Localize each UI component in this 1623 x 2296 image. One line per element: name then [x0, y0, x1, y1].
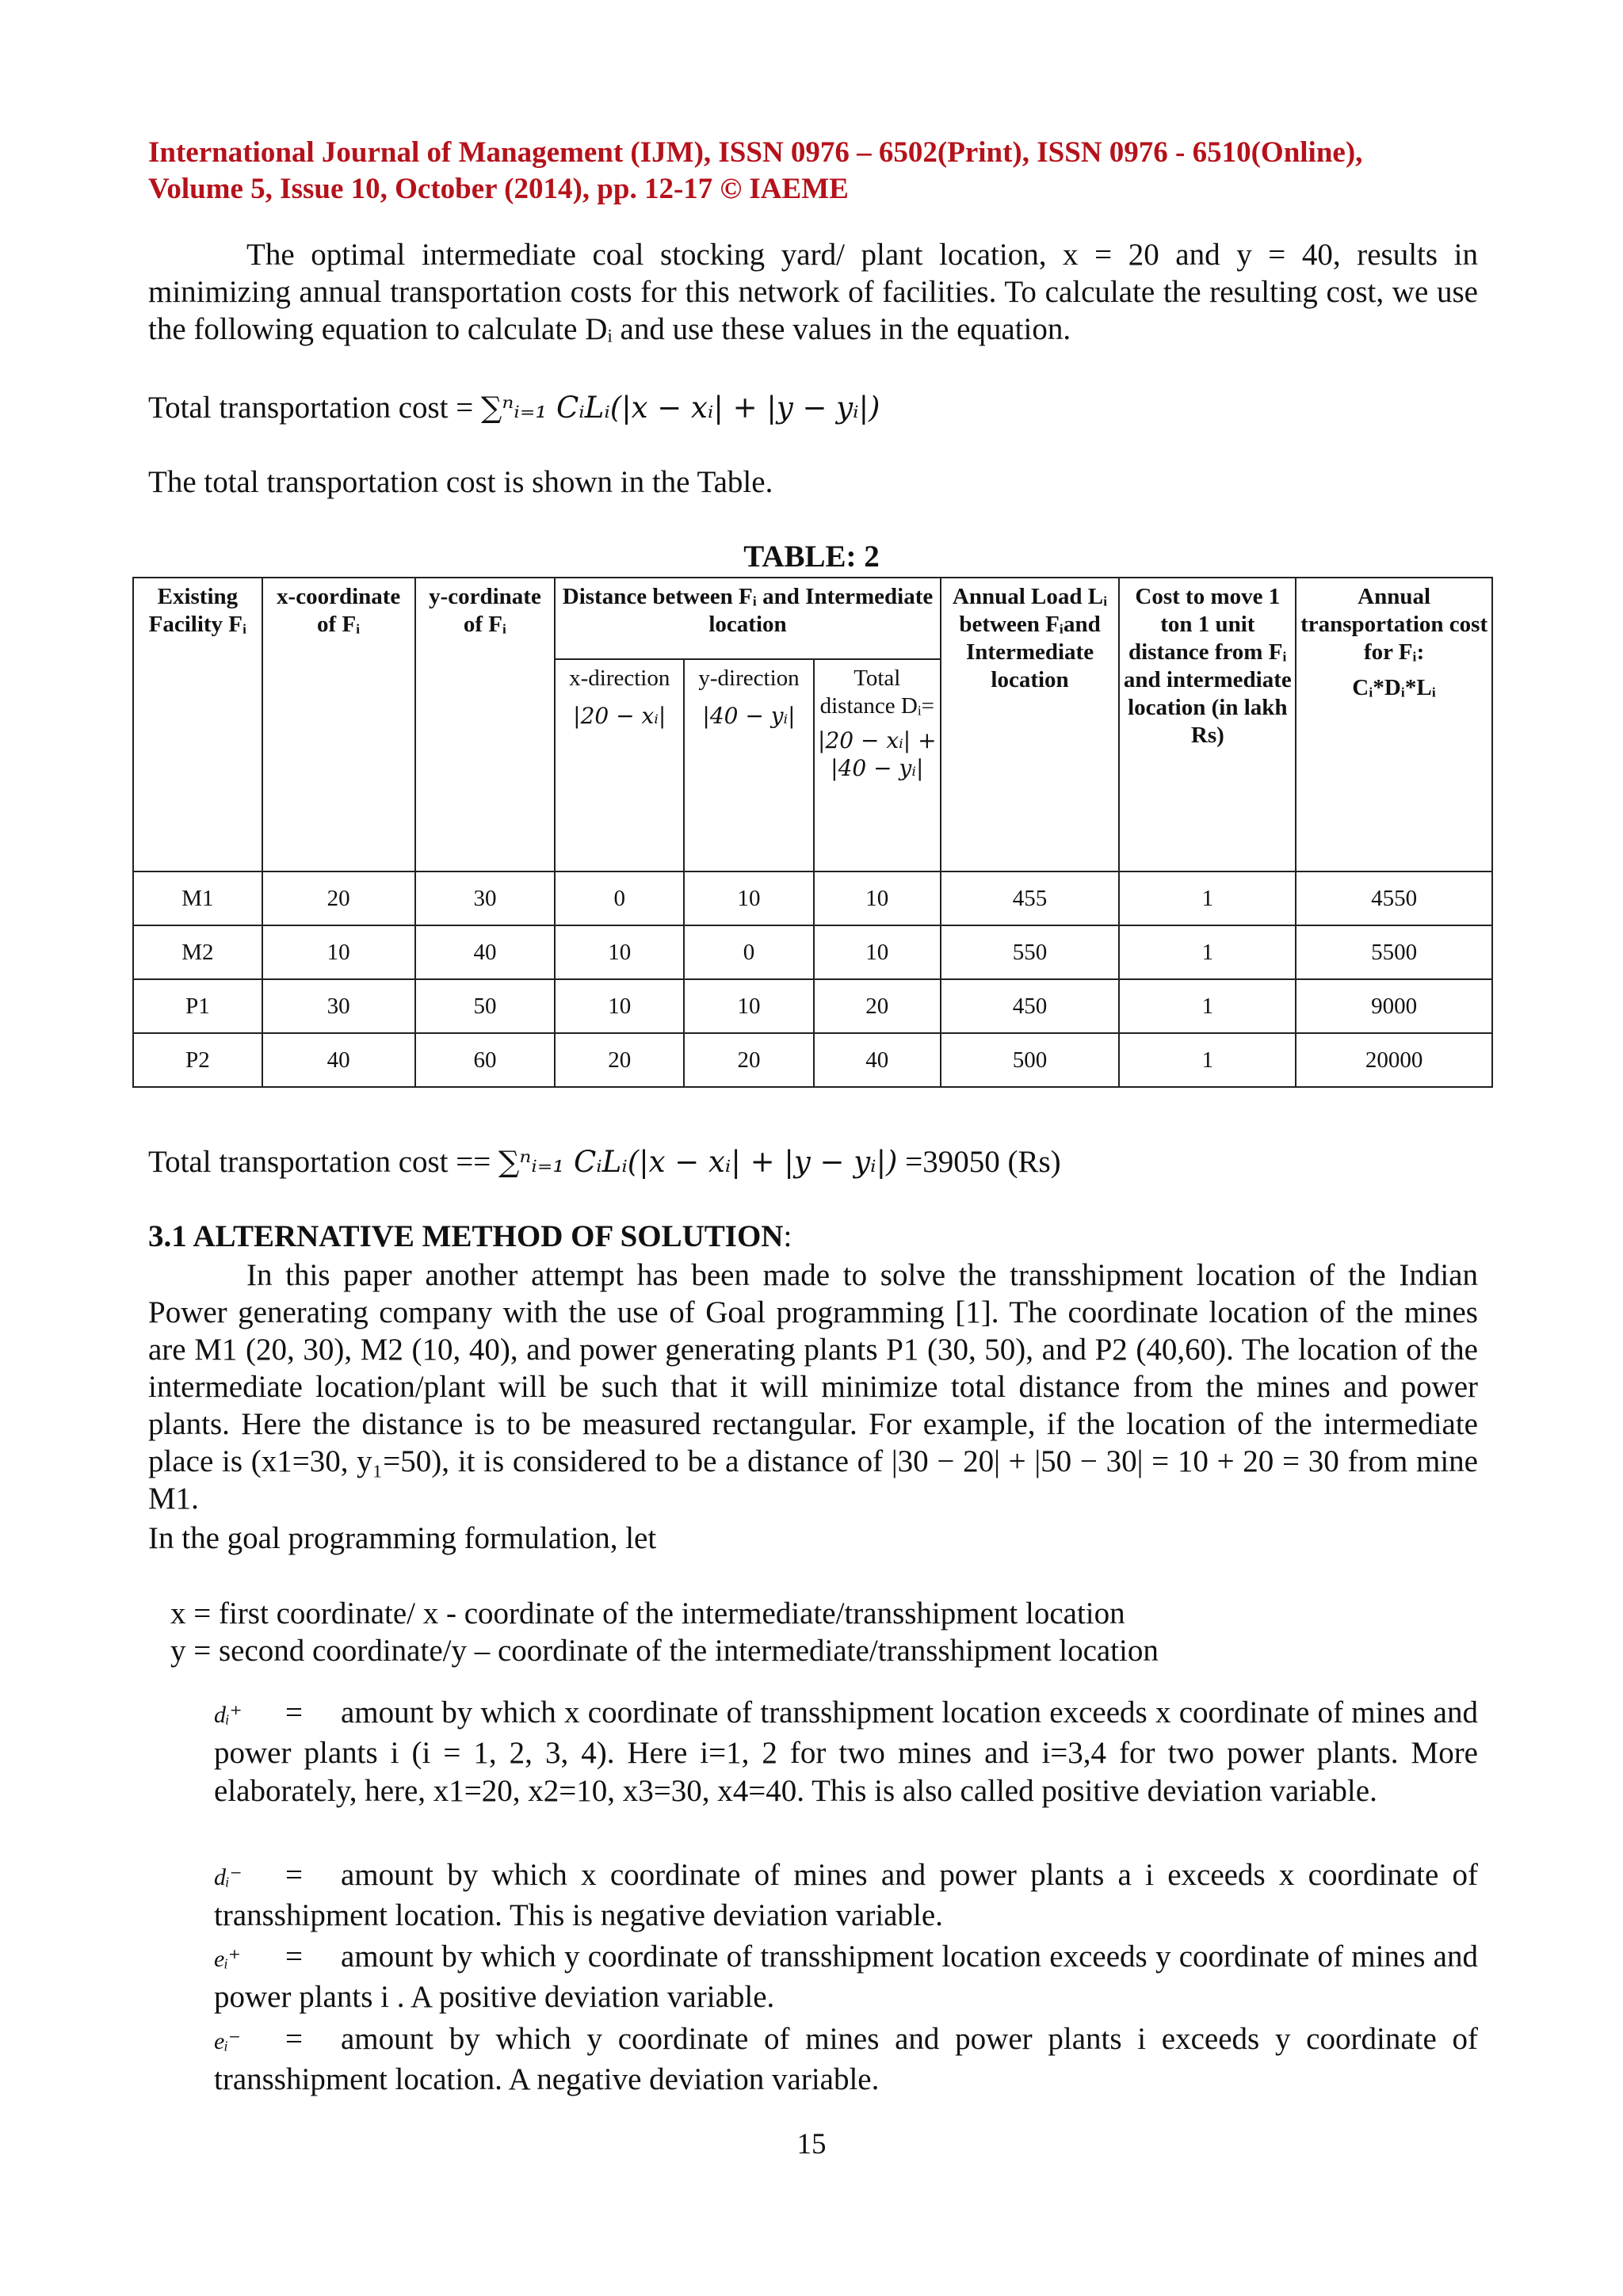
transportation-cost-table [132, 577, 1493, 1088]
cost-equation-formula: ∑ⁿᵢ₌₁ CᵢLᵢ(|x − xᵢ| + |y − yᵢ|) [481, 391, 880, 425]
table-row [133, 925, 1492, 979]
deviation-definition [214, 1856, 1478, 1935]
journal-header-line-2: Volume 5, Issue 10, October (2014), pp. 12-17 © IAEME [148, 173, 849, 205]
deviation-definition [214, 1938, 1478, 2016]
total-cost-label: Total transportation cost == [148, 1145, 499, 1179]
cell-facility: M2 [133, 925, 262, 979]
cell-annual-load: 450 [941, 979, 1120, 1033]
header-y-coordinate: y-cordinate of Fᵢ [415, 578, 556, 871]
cell-annual-load: 500 [941, 1033, 1120, 1087]
deviation-symbol: dᵢ⁺ [214, 1702, 242, 1728]
variable-y-definition: y = second coordinate/y – coordinate of the intermediate/transshipment location [170, 1634, 1159, 1668]
header-annual-cost-formula: Cᵢ*Dᵢ*Lᵢ [1352, 675, 1436, 700]
cell-x-distance: 10 [555, 979, 684, 1033]
deviation-equals: = [285, 2022, 303, 2056]
cell-y-coordinate: 50 [415, 979, 556, 1033]
section-heading [148, 1219, 792, 1254]
table-row [133, 1033, 1492, 1087]
cell-x-coordinate: 30 [262, 979, 415, 1033]
cell-total-distance: 10 [814, 925, 941, 979]
cell-facility: M1 [133, 871, 262, 925]
header-unit-cost: Cost to move 1 ton 1 unit distance from Fᵢ and intermediate location (in lakh Rs) [1119, 578, 1296, 871]
cell-unit-cost: 1 [1119, 925, 1296, 979]
deviation-text: amount by which y coordinate of transshipment location exceeds y coordinate of mines and power plants i . A positive deviation variable. [214, 1939, 1478, 2014]
cell-facility: P1 [133, 979, 262, 1033]
header-annual-load: Annual Load Lᵢ between Fᵢand Intermediate location [941, 578, 1120, 871]
deviation-text: amount by which x coordinate of transshipment location exceeds x coordinate of mines and power plants i (i = 1, 2, 3, 4). Here i=1, 2 for two mines and i=3,4 for two power plants. More elaborately, here, x1=20, x2=10, x3=30, x4=40. This is also called positive deviation variable. [214, 1695, 1478, 1808]
deviation-equals: = [285, 1939, 303, 1974]
table-row [133, 979, 1492, 1033]
cell-x-distance: 20 [555, 1033, 684, 1087]
header-x-direction [555, 659, 684, 871]
deviation-text: amount by which x coordinate of mines and power plants a i exceeds x coordinate of transshipment location. This is negative deviation variable. [214, 1858, 1478, 1932]
cell-annual-load: 455 [941, 871, 1120, 925]
header-annual-cost [1296, 578, 1492, 871]
cell-y-coordinate: 40 [415, 925, 556, 979]
header-distance-group: Distance between Fᵢ and Intermediate location [555, 578, 940, 659]
cell-annual-cost: 9000 [1296, 979, 1492, 1033]
header-facility: Existing Facility Fᵢ [133, 578, 262, 871]
section-title: 3.1 ALTERNATIVE METHOD OF SOLUTION [148, 1219, 784, 1253]
cell-total-distance: 20 [814, 979, 941, 1033]
deviation-symbol: eᵢ⁺ [214, 1946, 241, 1972]
cell-unit-cost: 1 [1119, 979, 1296, 1033]
cell-y-distance: 20 [684, 1033, 814, 1087]
cell-x-coordinate: 40 [262, 1033, 415, 1087]
total-cost-result: =39050 (Rs) [897, 1145, 1061, 1179]
header-x-coordinate: x-coordinate of Fᵢ [262, 578, 415, 871]
cost-equation-label: Total transportation cost = [148, 391, 482, 425]
header-annual-cost-label: Annual transportation cost for Fᵢ: [1300, 584, 1488, 665]
cell-y-coordinate: 30 [415, 871, 556, 925]
variable-x-definition: x = first coordinate/ x - coordinate of the intermediate/transshipment location [170, 1596, 1125, 1630]
cell-total-distance: 40 [814, 1033, 941, 1087]
deviation-symbol: eᵢ⁻ [214, 2028, 241, 2054]
cell-annual-load: 550 [941, 925, 1120, 979]
deviation-equals: = [285, 1695, 303, 1730]
table-row [133, 871, 1492, 925]
cell-unit-cost: 1 [1119, 1033, 1296, 1087]
deviation-text: amount by which y coordinate of mines and power plants i exceeds y coordinate of transshipment location. A negative deviation variable. [214, 2022, 1478, 2096]
table-title: TABLE: 2 [743, 540, 880, 574]
cell-x-distance: 10 [555, 925, 684, 979]
table-header-row [133, 578, 1492, 659]
cell-y-distance: 0 [684, 925, 814, 979]
cell-x-coordinate: 10 [262, 925, 415, 979]
cell-annual-cost: 5500 [1296, 925, 1492, 979]
total-cost-formula: ∑ⁿᵢ₌₁ CᵢLᵢ(|x − xᵢ| + |y − yᵢ|) [498, 1145, 898, 1179]
cost-equation [148, 389, 880, 426]
header-y-direction [684, 659, 814, 871]
header-total-distance [814, 659, 941, 871]
header-x-direction-formula: |20 − xᵢ| [573, 703, 666, 729]
journal-header-line-1: International Journal of Management (IJM), ISSN 0976 – 6502(Print), ISSN 0976 - 6510(Online), [148, 136, 1363, 169]
deviation-equals: = [285, 1858, 303, 1892]
journal-header [148, 135, 1478, 208]
header-y-direction-label: y-direction [698, 666, 800, 691]
deviation-definition [214, 1694, 1478, 1810]
header-y-direction-formula: |40 − yᵢ| [702, 703, 796, 729]
goal-intro: In the goal programming formulation, let [148, 1521, 657, 1555]
table-intro: The total transportation cost is shown in the Table. [148, 465, 773, 499]
total-cost-equation [148, 1143, 1061, 1180]
intro-paragraph: The optimal intermediate coal stocking yard/ plant location, x = 20 and y = 40, results in minimizing annual transportation costs for this network of facilities. To calculate the resulting cost, we use the following equation to calculate Dᵢ and use these values in the equation. [148, 238, 1478, 346]
cell-y-coordinate: 60 [415, 1033, 556, 1087]
deviation-symbol: dᵢ⁻ [214, 1864, 242, 1890]
cell-annual-cost: 20000 [1296, 1033, 1492, 1087]
cell-y-distance: 10 [684, 871, 814, 925]
cell-facility: P2 [133, 1033, 262, 1087]
cell-x-coordinate: 20 [262, 871, 415, 925]
cell-unit-cost: 1 [1119, 871, 1296, 925]
deviation-definition [214, 2020, 1478, 2099]
section-title-colon: : [783, 1219, 792, 1253]
cell-annual-cost: 4550 [1296, 871, 1492, 925]
section-paragraph: In this paper another attempt has been made to solve the transshipment location of the Indian Power generating company with the use of Goal programming [1]. The coordinate location of the mines are M1 (20, 30), M2 (10, 40), and power generating plants P1 (30, 50), and P2 (40,60). The location of the intermediate location/plant will be such that it will minimize total distance from the mines and power plants. Here the distance is to be measured rectangular. For example, if the location of the intermediate place is (x1=30, y₁=50), it is considered to be a distance of |30 − 20| + |50 − 30| = 10 + 20 = 30 from mine M1. [148, 1258, 1478, 1516]
cell-x-distance: 0 [555, 871, 684, 925]
page-number: 15 [796, 2128, 827, 2161]
header-total-distance-formula: |20 − xᵢ| + |40 − yᵢ| [818, 727, 937, 781]
header-x-direction-label: x-direction [569, 666, 670, 691]
cell-y-distance: 10 [684, 979, 814, 1033]
header-total-distance-label: Total distance Dᵢ= [819, 666, 934, 719]
cell-total-distance: 10 [814, 871, 941, 925]
